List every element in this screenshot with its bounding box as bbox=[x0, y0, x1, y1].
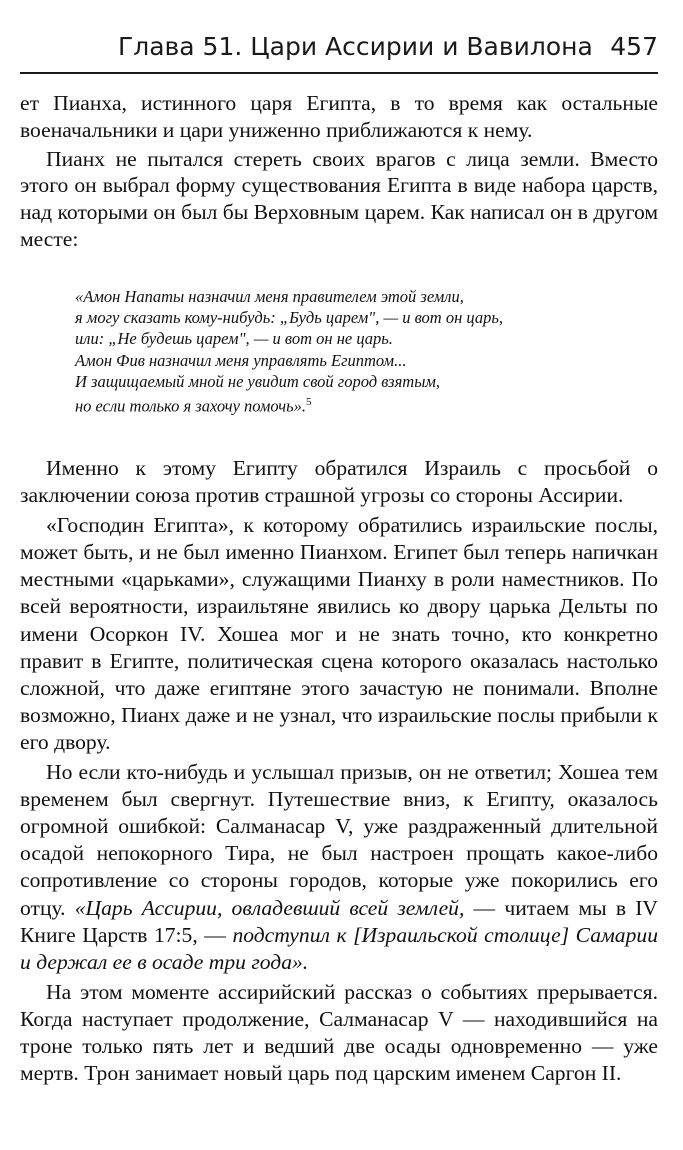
quote-line-last bbox=[75, 392, 615, 417]
body-text-bottom bbox=[20, 455, 658, 1087]
quote-line: «Амон Напаты назначил меня правителем этой земли, bbox=[75, 287, 464, 306]
page-number: 457 bbox=[610, 32, 658, 61]
quote-line: Амон Фив назначил меня управлять Египтом... bbox=[75, 350, 407, 370]
quote-line: И защищаемый мной не увидит свой город взятым, bbox=[75, 371, 441, 391]
paragraph bbox=[20, 759, 658, 976]
quote-line: но если только я захочу помочь». bbox=[75, 396, 306, 416]
scripture-quote: «Царь Ассирии, овладевший всей землей, bbox=[74, 895, 465, 920]
paragraph-continued: ет Пианха, истинного царя Египта, в то время как остальные военачальники и цари униженно приближаются к нему. bbox=[20, 91, 658, 142]
body-text-top bbox=[20, 90, 658, 253]
paragraph-text: Но если кто-нибудь и услышал призыв, он не ответил; Хошеа тем временем был свергнут. Путешествие вниз, к Египту, оказалось огромной ошибкой: Салманасар V, уже раздраженный длительной осадой непокорного Тира, не был настроен прощать какое-либо сопротивление со стороны городов, которые уже покорились его отцу. bbox=[20, 760, 658, 920]
paragraph: «Господин Египта», к которому обратились израильские послы, может быть, и не был именно Пианхом. Египет был теперь напичкан местными «царьками», служащими Пианху в роли наместников. По всей вероятности, израильтяне явились ко двору царька Дельты по имени Осоркон IV. Хошеа мог и не знать точно, кто конкретно правит в Египте, политическая сцена которого оказалась настолько сложной, что даже египтяне этого зачастую не понимали. Вполне возможно, Пианх даже и не узнал, что израильские послы прибыли к его двору. bbox=[20, 513, 658, 754]
paragraph-text: — читаем мы в IV Книге Царств 17:5, — bbox=[20, 895, 658, 947]
footnote-ref: 5 bbox=[306, 396, 312, 409]
quote-line: или: „Не будешь царем", — и вот он не царь. bbox=[75, 329, 393, 349]
running-header bbox=[20, 24, 658, 64]
block-quote bbox=[75, 286, 615, 417]
quote-line: я могу сказать кому-нибудь: „Будь царем", — и вот он царь, bbox=[75, 308, 503, 328]
header-rule bbox=[20, 72, 658, 74]
chapter-title: Глава 51. Цари Ассирии и Вавилона bbox=[118, 32, 593, 61]
paragraph: На этом моменте ассирийский рассказ о событиях прерывается. Когда наступает продолжение, Салманасар V — находившийся на троне только пять лет и ведший две осады одновременно — уже мертв. Трон занимает новый царь под царским именем Саргон II. bbox=[20, 979, 658, 1086]
paragraph: Именно к этому Египту обратился Израиль с просьбой о заключении союза против страшной угрозы со стороны Ассирии. bbox=[20, 456, 658, 508]
paragraph: Пианх не пытался стереть своих врагов с лица земли. Вместо этого он выбрал форму существования Египта в виде набора царств, над которыми он был бы Верховным царем. Как написал он в другом месте: bbox=[20, 146, 658, 251]
scripture-quote: подступил к [Израильской столице] Самарии и держал ее в осаде три года». bbox=[20, 922, 658, 974]
